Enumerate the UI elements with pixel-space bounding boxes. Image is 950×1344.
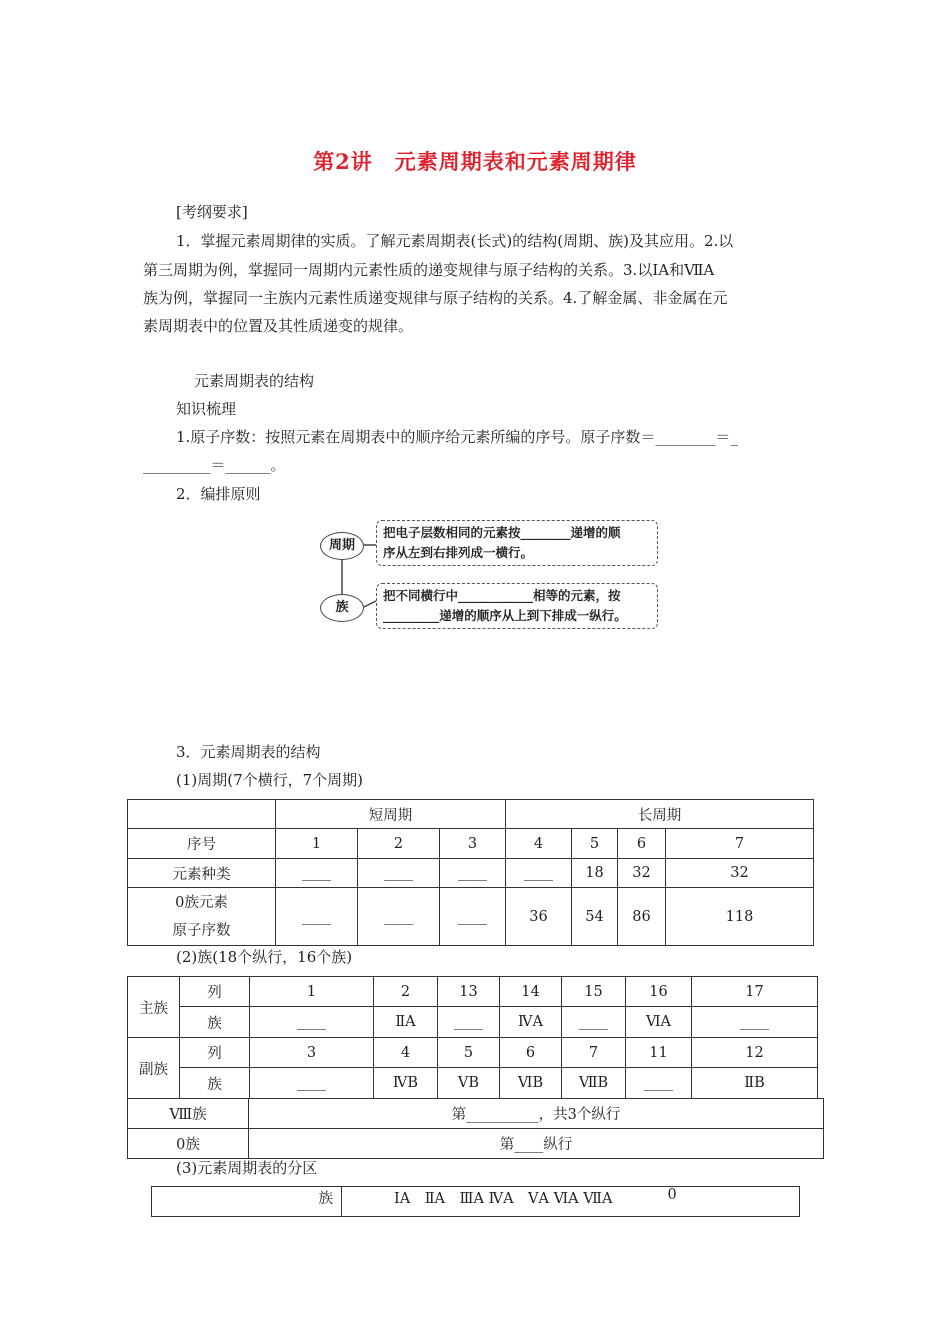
sub-col-cell: 6	[500, 1038, 562, 1068]
main-group-cell: ⅣA	[500, 1007, 562, 1038]
requirements-line-1: 1．掌握元素周期律的实质。了解元素周期表(长式)的结构(周期、族)及其应用。2.以	[176, 232, 734, 250]
main-col-label: 列	[180, 977, 250, 1007]
main-group-row-label: 族	[180, 1007, 250, 1038]
kinds-cell: ____	[440, 859, 506, 888]
requirements-line-3: 族为例，掌握同一主族内元素性质递变规律与原子结构的关系。4.了解金属、非金属在元	[143, 289, 728, 307]
atomic-number-line-2: _________＝______。	[143, 456, 286, 474]
sub-col-cell: 3	[250, 1038, 374, 1068]
main-col-cell: 2	[374, 977, 438, 1007]
main-col-cell: 17	[692, 977, 818, 1007]
main-col-cell: 16	[626, 977, 692, 1007]
sub-col-cell: 4	[374, 1038, 438, 1068]
seq-cell: 4	[506, 829, 572, 859]
kinds-cell: 32	[666, 859, 814, 888]
sub-group-cell: ⅡB	[692, 1068, 818, 1099]
row-label-kinds: 元素种类	[128, 859, 276, 888]
group-rule-line-1: 把不同横行中____________相等的元素，按	[383, 588, 621, 603]
main-col-cell: 13	[438, 977, 500, 1007]
atomic-number-line-1: 1.原子序数：按照元素在周期表中的顺序给元素所编的序号。原子序数＝________＝_	[176, 428, 738, 446]
main-col-cell: 1	[250, 977, 374, 1007]
viii-group-label: Ⅷ族	[128, 1099, 249, 1129]
zero-group-text: 第____纵行	[249, 1129, 824, 1159]
sub-group-cell: ⅣB	[374, 1068, 438, 1099]
sub-group-cell: ⅦB	[562, 1068, 626, 1099]
seq-cell: 7	[666, 829, 814, 859]
seq-cell: 1	[276, 829, 358, 859]
zero-group-label: 0族	[128, 1129, 249, 1159]
row-label-zero-line-2: 原子序数	[172, 922, 231, 939]
page-title: 第2讲 元素周期表和元素周期律	[313, 149, 637, 174]
kinds-cell: 18	[572, 859, 618, 888]
group-table	[127, 976, 818, 1099]
seq-cell: 2	[358, 829, 440, 859]
row-label-zero-line-1: 0族元素	[175, 894, 228, 911]
structure-heading: 3．元素周期表的结构	[176, 743, 321, 761]
zero-cell: 86	[618, 888, 666, 946]
requirements-line-4: 素周期表中的位置及其性质递变的规律。	[143, 317, 414, 335]
zone-label: 族	[152, 1187, 342, 1217]
sub-group-cell: ⅤB	[438, 1068, 500, 1099]
periods-heading: (1)周期(7个横行，7个周期)	[176, 771, 364, 789]
main-group-cell: ⅡA	[374, 1007, 438, 1038]
main-group-label: 主族	[128, 977, 180, 1038]
long-period-header: 长周期	[506, 800, 814, 829]
row-label-seq: 序号	[128, 829, 276, 859]
sub-group-row-label: 族	[180, 1068, 250, 1099]
kinds-cell: 32	[618, 859, 666, 888]
short-period-header: 短周期	[276, 800, 506, 829]
seq-cell: 3	[440, 829, 506, 859]
group-rule-box	[376, 583, 658, 629]
sub-col-cell: 11	[626, 1038, 692, 1068]
period-rule-box	[376, 520, 658, 566]
period-node: 周期	[320, 532, 364, 560]
zero-cell: 54	[572, 888, 618, 946]
period-table	[127, 799, 814, 946]
zone-zero: 0	[660, 1187, 800, 1217]
main-group-cell: ____	[438, 1007, 500, 1038]
sub-col-cell: 7	[562, 1038, 626, 1068]
zones-heading: (3)元素周期表的分区	[176, 1159, 318, 1177]
viii-group-text: 第__________，共3个纵行	[249, 1099, 824, 1129]
sub-group-cell: ____	[626, 1068, 692, 1099]
main-col-cell: 15	[562, 977, 626, 1007]
groups-heading: (2)族(18个纵行，16个族)	[176, 948, 353, 966]
sub-group-cell: ____	[250, 1068, 374, 1099]
zone-groups: ⅠA ⅡA ⅢA ⅣA ⅤA ⅥA ⅦA	[342, 1187, 660, 1217]
zero-cell: ____	[276, 888, 358, 946]
main-col-cell: 14	[500, 977, 562, 1007]
seq-cell: 6	[618, 829, 666, 859]
requirements-heading: [考纲要求]	[176, 203, 248, 221]
main-group-cell: ⅥA	[626, 1007, 692, 1038]
sub-col-cell: 12	[692, 1038, 818, 1068]
sub-group-label: 副族	[128, 1038, 180, 1099]
main-group-cell: ____	[250, 1007, 374, 1038]
requirements-line-2: 第三周期为例，掌握同一周期内元素性质的递变规律与原子结构的关系。3.以ⅠA和ⅦA	[143, 261, 715, 279]
zone-table	[151, 1186, 800, 1217]
zero-cell: 36	[506, 888, 572, 946]
arrangement-principle: 2．编排原则	[176, 485, 261, 503]
sub-col-cell: 5	[438, 1038, 500, 1068]
group-table-extra	[127, 1098, 824, 1159]
row-label-zero	[128, 888, 276, 946]
kinds-cell: ____	[506, 859, 572, 888]
main-group-cell: ____	[692, 1007, 818, 1038]
main-group-cell: ____	[562, 1007, 626, 1038]
seq-cell: 5	[572, 829, 618, 859]
period-rule-line-1: 把电子层数相同的元素按________递增的顺	[383, 525, 621, 540]
period-rule-line-2: 序从左到右排列成一横行。	[383, 545, 534, 560]
sub-col-label: 列	[180, 1038, 250, 1068]
section-heading: 元素周期表的结构	[194, 372, 315, 390]
sub-group-cell: ⅥB	[500, 1068, 562, 1099]
group-node: 族	[320, 594, 364, 622]
zero-cell: ____	[358, 888, 440, 946]
group-rule-line-2: _________递增的顺序从上到下排成一纵行。	[383, 608, 627, 623]
zero-cell: 118	[666, 888, 814, 946]
period-table-corner	[128, 800, 276, 829]
zero-cell: ____	[440, 888, 506, 946]
kinds-cell: ____	[358, 859, 440, 888]
kinds-cell: ____	[276, 859, 358, 888]
section-subheading: 知识梳理	[176, 400, 237, 418]
